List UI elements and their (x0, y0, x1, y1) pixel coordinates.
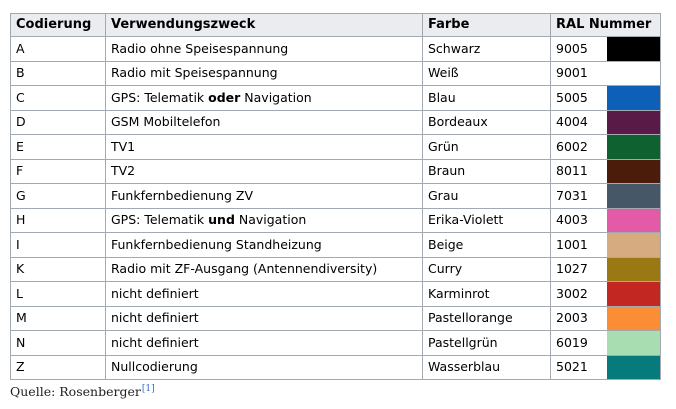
cell-swatch (607, 110, 661, 135)
purpose-text: Navigation (234, 212, 307, 228)
cell-swatch (607, 355, 661, 380)
cell-swatch (607, 233, 661, 258)
table-row (11, 61, 661, 86)
cell-swatch (607, 331, 661, 356)
header-code: Codierung (11, 14, 106, 37)
table-body (11, 37, 661, 380)
purpose-text: Navigation (240, 89, 312, 105)
cell-ral: 3002 (551, 282, 607, 307)
source-label: Quelle: Rosenberger (10, 384, 141, 399)
cell-swatch (607, 37, 661, 62)
cell-purpose: Nullcodierung (106, 355, 423, 380)
cell-swatch (607, 282, 661, 307)
cell-ral: 8011 (551, 159, 607, 184)
color-swatch (607, 184, 661, 208)
cell-code: H (11, 208, 106, 233)
cell-color: Braun (423, 159, 551, 184)
color-swatch (607, 282, 661, 306)
cell-swatch (607, 135, 661, 160)
cell-code: B (11, 61, 106, 86)
color-swatch (607, 331, 661, 355)
cell-code: F (11, 159, 106, 184)
cell-purpose: GSM Mobiltelefon (106, 110, 423, 135)
cell-code: L (11, 282, 106, 307)
cell-ral: 6019 (551, 331, 607, 356)
cell-color: Curry (423, 257, 551, 282)
header-purpose: Verwendungszweck (106, 14, 423, 37)
table-row (11, 37, 661, 62)
cell-code: D (11, 110, 106, 135)
table-row (11, 110, 661, 135)
cell-ral: 5021 (551, 355, 607, 380)
purpose-emphasis: oder (208, 89, 241, 105)
table-row (11, 355, 661, 380)
table-row (11, 257, 661, 282)
header-ral: RAL Nummer (551, 14, 661, 37)
cell-code: E (11, 135, 106, 160)
purpose-text: GPS: Telematik (111, 212, 209, 228)
cell-color: Erika-Violett (423, 208, 551, 233)
cell-ral: 9001 (551, 61, 607, 86)
cell-code: N (11, 331, 106, 356)
cell-purpose: Funkfernbedienung Standheizung (106, 233, 423, 258)
cell-purpose: TV1 (106, 135, 423, 160)
cell-ral: 9005 (551, 37, 607, 62)
cell-swatch (607, 159, 661, 184)
cell-ral: 6002 (551, 135, 607, 160)
cell-purpose: nicht definiert (106, 306, 423, 331)
cell-ral: 2003 (551, 306, 607, 331)
table-row (11, 331, 661, 356)
cell-swatch (607, 208, 661, 233)
cell-purpose: nicht definiert (106, 331, 423, 356)
cell-purpose: Radio mit ZF-Ausgang (Antennendiversity) (106, 257, 423, 282)
table-row (11, 184, 661, 209)
cell-code: I (11, 233, 106, 258)
cell-ral: 1001 (551, 233, 607, 258)
color-swatch (607, 62, 661, 86)
cell-purpose: Funkfernbedienung ZV (106, 184, 423, 209)
cell-ral: 4004 (551, 110, 607, 135)
coding-table (10, 13, 661, 380)
cell-purpose: TV2 (106, 159, 423, 184)
color-swatch (607, 258, 661, 282)
table-row (11, 233, 661, 258)
header-row (11, 14, 661, 37)
cell-color: Bordeaux (423, 110, 551, 135)
table-row (11, 135, 661, 160)
cell-purpose (106, 86, 423, 111)
cell-code: C (11, 86, 106, 111)
cell-swatch (607, 184, 661, 209)
cell-code: Z (11, 355, 106, 380)
cell-swatch (607, 257, 661, 282)
table-row (11, 208, 661, 233)
color-swatch (607, 307, 661, 331)
cell-color: Wasserblau (423, 355, 551, 380)
cell-code: A (11, 37, 106, 62)
purpose-text: GPS: Telematik (111, 89, 209, 105)
cell-color: Weiß (423, 61, 551, 86)
color-swatch (607, 209, 661, 233)
header-color: Farbe (423, 14, 551, 37)
cell-color: Grün (423, 135, 551, 160)
cell-color: Grau (423, 184, 551, 209)
color-swatch (607, 37, 661, 61)
cell-ral: 7031 (551, 184, 607, 209)
color-swatch (607, 356, 661, 380)
cell-code: K (11, 257, 106, 282)
table-row (11, 159, 661, 184)
cell-ral: 1027 (551, 257, 607, 282)
color-swatch (607, 233, 661, 257)
color-swatch (607, 111, 661, 135)
cell-purpose: Radio ohne Speisespannung (106, 37, 423, 62)
cell-color: Beige (423, 233, 551, 258)
color-swatch (607, 135, 661, 159)
cell-purpose: nicht definiert (106, 282, 423, 307)
cell-swatch (607, 61, 661, 86)
cell-ral: 4003 (551, 208, 607, 233)
cell-color: Karminrot (423, 282, 551, 307)
cell-purpose (106, 208, 423, 233)
cell-purpose: Radio mit Speisespannung (106, 61, 423, 86)
cell-color: Schwarz (423, 37, 551, 62)
purpose-emphasis: und (208, 212, 235, 228)
cell-code: M (11, 306, 106, 331)
cell-color: Pastellgrün (423, 331, 551, 356)
cell-swatch (607, 86, 661, 111)
table-row (11, 282, 661, 307)
table-row (11, 86, 661, 111)
cell-color: Blau (423, 86, 551, 111)
cell-swatch (607, 306, 661, 331)
cell-code: G (11, 184, 106, 209)
table-row (11, 306, 661, 331)
color-swatch (607, 160, 661, 184)
reference-link[interactable]: [1] (141, 384, 155, 394)
cell-color: Pastellorange (423, 306, 551, 331)
source-note (10, 384, 155, 399)
color-swatch (607, 86, 661, 110)
cell-ral: 5005 (551, 86, 607, 111)
